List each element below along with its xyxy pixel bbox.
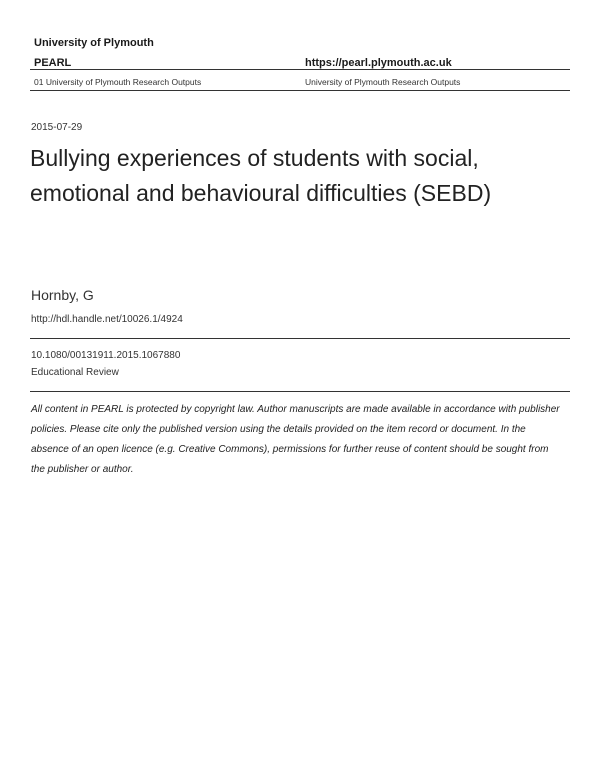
handle-link[interactable]: http://hdl.handle.net/10026.1/4924 [31, 314, 183, 325]
record-divider [30, 338, 570, 339]
institution-name: University of Plymouth [34, 37, 154, 49]
author-name: Hornby, G [31, 287, 94, 303]
notice-divider [30, 391, 570, 392]
publication-date: 2015-07-29 [31, 122, 83, 133]
repository-name: PEARL [34, 57, 72, 69]
document-title: Bullying experiences of students with social, emotional and behavioural difficulties (SEBD) [30, 145, 492, 206]
collection-divider [30, 90, 570, 91]
header-divider [30, 69, 570, 70]
collection-label-left: 01 University of Plymouth Research Outputs [34, 77, 202, 87]
repository-url-link[interactable]: https://pearl.plymouth.ac.uk [305, 57, 452, 69]
journal-name: Educational Review [31, 367, 119, 378]
doi-text: 10.1080/00131911.2015.1067880 [31, 350, 181, 361]
copyright-notice: All content in PEARL is protected by copyright law. Author manuscripts are made available in accordance with publisher policies. Please cite only the published version using the details provided on the item record or document. In the absence of an open licence (e.g. Creative Commons), permissions for further reuse of content should be sought from the publisher or author. [31, 404, 560, 475]
collection-label-right: University of Plymouth Research Outputs [305, 77, 461, 87]
